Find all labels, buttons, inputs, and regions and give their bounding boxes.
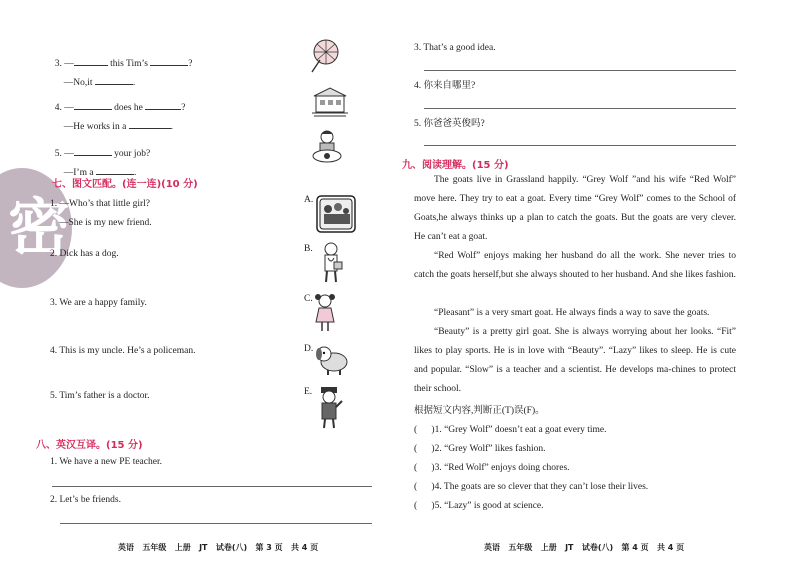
- judge-item-3[interactable]: ( )3. “Red Wolf” enjoys doing chores.: [414, 463, 570, 473]
- judge-item-1[interactable]: ( )1. “Grey Wolf” doesn’t eat a goat every time.: [414, 425, 607, 435]
- page-footer-left: 英语 五年级 上册 JT 试卷(八) 第 3 页 共 4 页: [118, 543, 319, 552]
- judge-instruction: 根据短文内容,判断正(T)误(F)。: [414, 406, 545, 416]
- family-picture-icon[interactable]: [316, 195, 356, 233]
- judge-item-5[interactable]: ( )5. “Lazy” is good at science.: [414, 501, 544, 511]
- section8-title: 八、英汉互译。(15 分): [36, 440, 143, 451]
- option-c-label: C.: [304, 294, 313, 304]
- translate-item-2: 2. Let’s be friends.: [50, 495, 121, 505]
- reading-paragraph-1: The goats live in Grassland happily. “Grey Wolf ”and his wife “Red Wolf” move here. They try to eat a goat. Every time “Grey Wolf” comes to the School of Goats,he always thinks up a plan to catch the goats. But the goats are very clever. He can’t eat a goat.: [414, 175, 736, 242]
- reading-paragraph-3: “Pleasant” is a very smart goat. He always finds a way to save the goats.: [434, 308, 710, 318]
- match-item-1: 1. —Who’s that little girl?: [50, 199, 150, 209]
- option-d-label: D.: [304, 344, 314, 354]
- answer-line[interactable]: [424, 70, 736, 71]
- reading-paragraph-4: “Beauty” is a pretty girl goat. She is always worrying about her looks. “Fit” likes to play sports. He is in love with “Beauty”. “Lazy” likes to sleep. He is cute and popular. “Slow” is a teacher and a scientist. He develops ma-chines to protect their school.: [414, 327, 736, 394]
- fill-question-5: 5. — your job?: [50, 134, 150, 160]
- answer-line[interactable]: [424, 108, 736, 109]
- match-item-4: 4. This is my uncle. He’s a policeman.: [50, 346, 196, 356]
- option-b-label: B.: [304, 244, 313, 254]
- judge-item-4[interactable]: ( )4. The goats are so clever that they can’t lose their lives.: [414, 482, 649, 492]
- section9-title: 九、阅读理解。(15 分): [402, 160, 509, 171]
- doctor-picture-icon[interactable]: [316, 240, 346, 284]
- policeman-picture-icon[interactable]: [314, 385, 344, 429]
- answer-line[interactable]: [60, 523, 372, 524]
- translate-item-5: 5. 你爸爸英俊吗?: [414, 119, 485, 129]
- answer-blank[interactable]: [150, 56, 188, 66]
- driver-icon: [310, 128, 344, 166]
- answer-blank[interactable]: [96, 165, 134, 175]
- answer-blank[interactable]: [95, 75, 133, 85]
- judge-item-2[interactable]: ( )2. “Grey Wolf” likes fashion.: [414, 444, 546, 454]
- translate-item-1: 1. We have a new PE teacher.: [50, 457, 162, 467]
- reading-paragraph-2: “Red Wolf” enjoys making her husband do all the work. She never tries to catch the goats herself,but she always shouted to her husband. And she likes fashion.: [414, 251, 736, 280]
- page-footer-right: 英语 五年级 上册 JT 试卷(八) 第 4 页 共 4 页: [484, 543, 685, 552]
- fill-answer-5: —I’m a .: [59, 153, 136, 179]
- option-e-label: E.: [304, 387, 313, 397]
- umbrella-icon: [308, 38, 340, 74]
- translate-item-3: 3. That’s a good idea.: [414, 43, 496, 53]
- answer-line[interactable]: [52, 486, 372, 487]
- fill-question-3: 3. — this Tim’s ?: [50, 44, 192, 70]
- fill-answer-4: —He works in a .: [59, 107, 173, 133]
- match-item-2: 2. Dick has a dog.: [50, 249, 119, 259]
- dog-picture-icon[interactable]: [314, 342, 350, 376]
- match-item-5: 5. Tim’s father is a doctor.: [50, 391, 150, 401]
- translate-item-4: 4. 你来自哪里?: [414, 81, 476, 91]
- section7-title: 七、图文匹配。(连一连)(10 分): [52, 179, 198, 190]
- building-icon: [312, 86, 348, 118]
- fill-answer-3: —No,it .: [59, 63, 135, 89]
- answer-blank[interactable]: [129, 119, 171, 129]
- girl-picture-icon[interactable]: [314, 292, 336, 332]
- match-item-1-answer: —She is my new friend.: [59, 218, 152, 228]
- answer-line[interactable]: [424, 145, 736, 146]
- fill-question-4: 4. — does he ?: [50, 88, 185, 114]
- seal-stamp: 密: [0, 168, 72, 288]
- option-a-label: A.: [304, 195, 314, 205]
- match-item-3: 3. We are a happy family.: [50, 298, 147, 308]
